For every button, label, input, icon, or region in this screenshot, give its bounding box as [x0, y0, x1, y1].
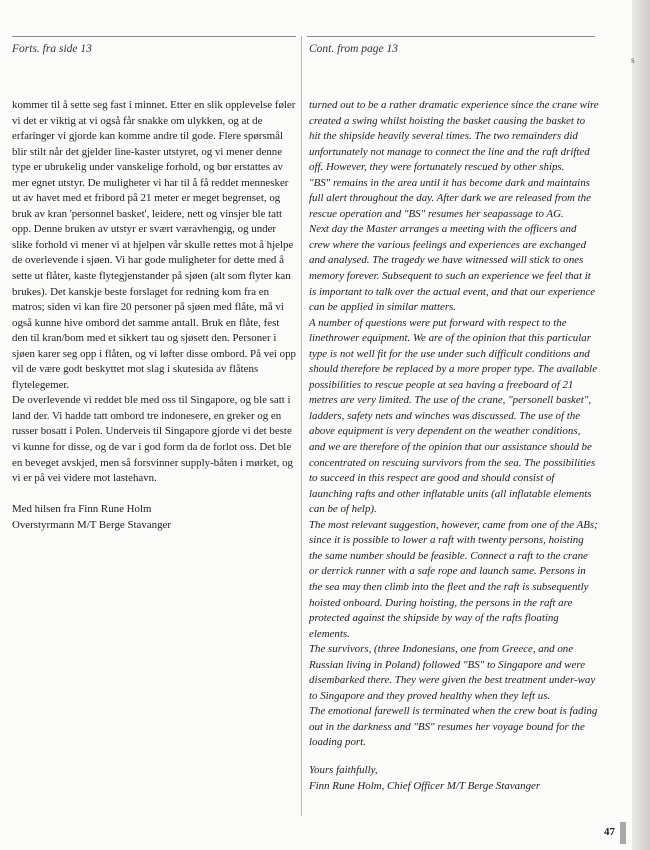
norwegian-paragraph: kommer til å sette seg fast i minnet. Etter en slik opplevelse føler vi det er viktig at vi også får snakke om ulykken, og at de erfaringer vi gjorde kan komme andre til gode. Flere spørsmål blir stilt når det gjelder line-kaster utstyret, og vi mener denne type er ubrukelig under vanskelige forhold, og bør erstattes av mer egnet utstyr. De muligheter vi har til å få reddet mennesker ut av havet med et fribord på 21 meter er meget begrenset, og bruk av kran 'personnel basket', leidere, nett og vinsjer ble tatt opp. Denne bruken av utstyr er svært væravhengig, og under slike forhold vi mener vi at hjelpen vår skulle rettes mot å hjelpe de overlevende i sjøen. Vi har gode muligheter for dette med å sette ut flåter, kaste flytegjenstander på sjøen (alt som flyter kan brukes). Det kanskje beste forslaget for redning kom fra en matros; siden vi kan fire 20 personer på sjøen med flåte, må vi også kunne hive ombord det samme antall. Bruk en flåte, fest den til kran/bom med et sikkert tau og sjøsett den. Personer i sjøen karer seg opp i flåten, og vi løfter disse ombord. På vei opp vil de være godt beskyttet mot slag i skutesida av flåtens flytelegemer. [12, 99, 297, 391]
norwegian-column [12, 98, 297, 533]
page-edge [632, 0, 650, 850]
english-paragraph: Next day the Master arranges a meeting with the officers and crew where the various feelings and experiences are exchanged and analysed. The tragedy we have witnessed will stick to ones memory forever. Subsequent to such an experience we feel that it is important to talk over the actual event, and that our experience can be applied in similar matters. [309, 223, 596, 314]
english-signature: Finn Rune Holm, Chief Officer M/T Berge Stavanger [309, 779, 541, 792]
english-paragraph: A number of questions were put forward with respect to the linethrower equipment. We are of the opinion that this particular type is not well fit for the use under such difficult conditions and should therefore be replaced by a more proper type. The available possibilities to rescue people at sea having a freeboard of 21 metres are very limited. The use of the crane, "personell basket", ladders, safety nets and winches was discussed. The use of the above equipment is very dependent on the weather conditions, and we are therefore of the opinion that our assistance should be concentrated on rescuing survivors from the sea. The possibilities to succeed in this respect are good and should consist of launching rafts and other inflatable units (all inflatable elements can be of help). [309, 316, 598, 516]
norwegian-closing: Med hilsen fra Finn Rune Holm [12, 503, 152, 516]
continued-label-norwegian: Forts. fra side 13 [12, 43, 92, 55]
english-closing: Yours faithfully, [309, 763, 378, 776]
english-paragraph: The emotional farewell is terminated when the crew boat is fading out in the darkness and "BS" resumes her voyage bound for the loading port. [309, 705, 598, 749]
english-paragraph: The most relevant suggestion, however, came from one of the ABs; since it is possible to lower a raft with twenty persons, hoisting the same number should be feasible. Connect a raft to the crane or derrick runner with a safe rope and launch same. Persons in the sea may then climb into the fleet and the raft is subsequently hoisted onboard. During hoisting, the persons in the raft are protected against the shipside by way of the rafts floating elements. [309, 518, 598, 640]
page-number: 47 [604, 826, 615, 838]
column-divider [301, 36, 302, 816]
norwegian-paragraph: De overlevende vi reddet ble med oss til Singapore, og ble satt i land der. Vi hadde tatt ombord tre indonesere, en greker og en russer bosatt i Polen. Underveis til Singapore gjorde vi det beste vi kunne for disse, og de var i god form da de forlot oss. Det ble en beveget avskjed, men så forsvinner supply-båten i mørket, og vi er på vei videre mot lastehavn. [12, 394, 293, 485]
left-header-rule [12, 36, 296, 37]
right-header-rule [307, 36, 595, 37]
english-paragraph: The survivors, (three Indonesians, one from Greece, and one Russian living in Poland) followed "BS" to Singapore and were disembarked there. They were given the best treatment under-way to Singapore and they proved healthy when they left us. [309, 643, 596, 702]
english-paragraph: turned out to be a rather dramatic experience since the crane wire created a swing whilst hoisting the basket causing the basket to hit the shipside heavily several times. The two remainders did unfortunately not manage to connect the line and the raft drifted off. However, they were fortunately rescued by other ships. [309, 99, 599, 174]
english-column [309, 98, 599, 794]
norwegian-signature: Overstyrmann M/T Berge Stavanger [12, 518, 171, 531]
edge-mark: s [631, 55, 635, 65]
page-number-bar [620, 822, 626, 844]
english-paragraph: "BS" remains in the area until it has become dark and maintains full alert throughout the day. After dark we are released from the rescue operation and "BS" resumes her seapassage to AG. [309, 176, 591, 220]
continued-label-english: Cont. from page 13 [309, 43, 399, 55]
paragraph-gap [12, 487, 297, 503]
